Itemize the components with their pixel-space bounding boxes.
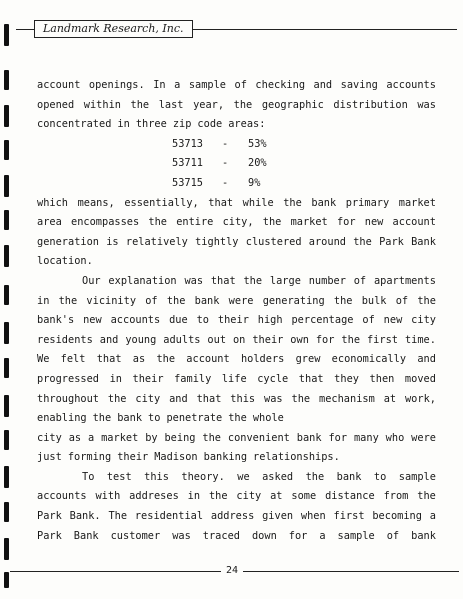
word: area	[37, 216, 62, 229]
word: residents	[37, 333, 93, 346]
word: tightly	[195, 235, 239, 248]
word: bank	[194, 294, 220, 307]
word: means,	[77, 196, 115, 209]
word: location.	[37, 255, 93, 268]
word: Park	[37, 510, 62, 523]
word: to	[148, 412, 161, 425]
word: bank	[296, 431, 322, 444]
word: moved	[404, 372, 436, 385]
word: of	[362, 314, 375, 327]
word: Our	[82, 274, 101, 287]
word: of	[386, 529, 400, 542]
word: market	[398, 196, 436, 209]
document-body	[37, 76, 436, 546]
company-logo: Landmark Research, Inc.	[34, 20, 193, 38]
word: the	[291, 392, 311, 405]
word: in	[117, 118, 130, 131]
text-line	[37, 409, 436, 429]
zip-percentage: 53%	[248, 137, 267, 150]
word: at	[270, 490, 283, 503]
word: distribution	[333, 98, 408, 111]
word: the	[228, 412, 247, 425]
word: being	[164, 431, 196, 444]
zip-percentage: 9%	[248, 176, 261, 189]
word: percentage	[291, 314, 354, 327]
word: then	[369, 372, 395, 385]
word: a	[429, 510, 436, 523]
word: cycle	[257, 372, 289, 385]
word: account	[392, 216, 436, 229]
word: account	[37, 79, 81, 91]
word: city	[411, 314, 436, 327]
word: progressed	[37, 372, 99, 385]
word: that	[196, 392, 222, 405]
word: was	[184, 274, 204, 287]
word: areas:	[228, 118, 266, 131]
word: of	[234, 79, 247, 91]
word: accounts	[386, 79, 436, 91]
word: city	[135, 392, 161, 405]
word: family	[174, 372, 212, 385]
word: this	[144, 470, 169, 483]
word: throughout	[37, 392, 99, 405]
word: the	[283, 196, 302, 209]
text-line	[37, 115, 436, 135]
word: accounts	[37, 490, 87, 503]
word: the	[166, 294, 186, 307]
word: residential	[134, 510, 204, 523]
word: when	[300, 510, 326, 523]
word: on	[232, 333, 246, 346]
word: while	[242, 196, 274, 209]
zip-code: 53711	[172, 157, 203, 170]
word: In	[153, 79, 166, 91]
word: generation	[37, 235, 99, 248]
text-line	[37, 76, 436, 96]
word: apartments	[373, 274, 436, 287]
word: were	[228, 294, 254, 307]
word: To	[82, 470, 95, 483]
word: in	[37, 294, 50, 307]
word: bank's	[37, 314, 75, 327]
word: becoming	[372, 510, 422, 523]
word: that	[298, 372, 324, 385]
text-line	[37, 487, 436, 507]
word: were	[411, 431, 436, 444]
word: We	[37, 353, 50, 366]
word: the	[130, 98, 150, 111]
text-line	[37, 194, 436, 214]
word: this	[230, 392, 256, 405]
word: was	[264, 392, 283, 405]
text-line	[37, 233, 436, 253]
word: the	[58, 294, 78, 307]
text-line	[37, 448, 436, 468]
binder-hole-strip	[4, 0, 10, 599]
text-line	[37, 311, 436, 331]
text-line	[37, 331, 436, 351]
word: new	[383, 314, 403, 327]
text-line	[37, 370, 436, 390]
word: time.	[404, 333, 436, 346]
word: vicinity	[86, 294, 137, 307]
word: own	[290, 333, 309, 346]
word: of	[353, 274, 367, 287]
word: the	[353, 235, 372, 248]
word: banking	[203, 451, 248, 464]
text-line	[37, 292, 436, 312]
word: year,	[193, 98, 225, 111]
word: encompasses	[71, 216, 140, 229]
word: sample	[188, 79, 227, 91]
word: first	[333, 510, 365, 523]
zip-dash: -	[222, 137, 229, 150]
word: their	[132, 372, 164, 385]
word: traced	[202, 529, 240, 542]
zip-code: 53715	[172, 176, 203, 189]
word: high	[257, 314, 283, 327]
word: and	[99, 333, 119, 346]
word: adults	[163, 333, 201, 346]
word: distance	[325, 490, 375, 503]
word: from	[383, 490, 409, 503]
word: city	[37, 431, 62, 444]
word: large	[269, 274, 301, 287]
zip-percentage: 20%	[248, 157, 267, 170]
word: asked	[262, 470, 294, 483]
word: for	[315, 333, 335, 346]
word: with	[95, 490, 121, 503]
word: addreses	[129, 490, 179, 503]
word: new	[364, 216, 384, 229]
word: forming	[67, 451, 112, 464]
word: economically	[331, 353, 407, 366]
word: of	[145, 294, 158, 307]
word: the	[202, 431, 221, 444]
word: was	[172, 529, 191, 542]
word: last	[158, 98, 184, 111]
word: bulk	[361, 294, 387, 307]
word: first	[366, 333, 398, 346]
word: the	[156, 353, 176, 366]
word: many	[353, 431, 379, 444]
word: given	[262, 510, 294, 523]
zip-code: 53713	[172, 137, 203, 150]
word: the	[417, 490, 436, 503]
word: grew	[295, 353, 321, 366]
word: test	[106, 470, 132, 483]
word: to	[196, 314, 209, 327]
word: the	[305, 470, 325, 483]
word: the	[243, 274, 263, 287]
zip-distribution-row	[37, 174, 436, 194]
word: enabling	[37, 412, 87, 425]
page-number: 24	[221, 564, 243, 578]
word: the	[208, 490, 228, 503]
word: life	[221, 372, 247, 385]
word: three	[135, 118, 167, 131]
word: mechanism	[319, 392, 375, 405]
word: in	[187, 490, 201, 503]
word: relationships.	[253, 451, 340, 464]
zip-dash: -	[222, 176, 229, 189]
word: we	[237, 470, 250, 483]
word: that	[96, 353, 122, 366]
word: due	[169, 314, 188, 327]
word: as	[68, 431, 82, 444]
word: whole	[252, 412, 284, 425]
word: by	[145, 431, 158, 444]
word: out	[207, 333, 227, 346]
word: and	[313, 79, 333, 91]
word: saving	[340, 79, 378, 91]
word: at	[383, 392, 397, 405]
text-line	[37, 272, 436, 292]
word: Bank	[73, 529, 99, 542]
word: bank	[336, 470, 362, 483]
word: market	[290, 216, 328, 229]
word: geographic	[261, 98, 324, 111]
word: which	[37, 196, 68, 209]
text-line	[37, 429, 436, 449]
word: the	[417, 294, 436, 307]
word: within	[83, 98, 121, 111]
word: openings.	[88, 79, 145, 91]
word: around	[308, 235, 346, 248]
word: is	[106, 235, 119, 248]
word: sample	[337, 529, 375, 542]
word: accounts	[110, 314, 161, 327]
text-line	[37, 507, 436, 527]
word: sample	[398, 470, 436, 483]
word: the	[262, 216, 282, 229]
word: for	[328, 431, 348, 444]
word: generating	[262, 294, 325, 307]
word: essentially,	[124, 196, 199, 209]
word: for	[336, 216, 356, 229]
word: market	[101, 431, 139, 444]
word: they	[334, 372, 359, 385]
word: explanation	[108, 274, 177, 287]
word: work,	[404, 392, 436, 405]
word: bank	[411, 529, 436, 542]
word: primary	[345, 196, 390, 209]
word: just	[37, 451, 62, 464]
word: Madison	[154, 451, 198, 464]
word: the	[341, 333, 361, 346]
word: concentrated	[37, 118, 112, 131]
word: young	[125, 333, 157, 346]
text-line	[37, 213, 436, 233]
word: Bank	[411, 235, 436, 248]
word: some	[291, 490, 317, 503]
text-line	[37, 390, 436, 410]
word: entire	[176, 216, 214, 229]
word: customer	[110, 529, 161, 542]
word: bank	[311, 196, 337, 209]
text-line	[37, 350, 436, 370]
word: and	[417, 353, 436, 366]
text-line	[37, 252, 436, 272]
word: convenient	[227, 431, 290, 444]
text-line	[37, 96, 436, 116]
word: relatively	[125, 235, 188, 248]
word: for	[288, 529, 308, 542]
page-footer	[10, 564, 459, 584]
text-line	[37, 527, 436, 547]
word: and	[169, 392, 188, 405]
word: The	[108, 510, 128, 523]
word: the	[333, 294, 353, 307]
zip-distribution-row	[37, 135, 436, 155]
word: account	[186, 353, 230, 366]
word: felt	[60, 353, 86, 366]
word: code	[197, 118, 223, 131]
word: address	[210, 510, 255, 523]
word: the	[107, 392, 127, 405]
word: city	[236, 490, 262, 503]
word: penetrate	[166, 412, 223, 425]
word: in	[109, 372, 122, 385]
word: opened	[37, 98, 75, 111]
letterhead	[16, 20, 457, 38]
word: down	[251, 529, 277, 542]
word: the	[233, 98, 253, 111]
word: clustered	[245, 235, 302, 248]
word: a	[319, 529, 326, 542]
word: checking	[255, 79, 306, 91]
word: that	[208, 196, 234, 209]
word: the	[148, 216, 167, 229]
word: number	[308, 274, 346, 287]
word: who	[385, 431, 405, 444]
word: Bank.	[69, 510, 101, 523]
word: to	[373, 470, 387, 483]
word: holders	[240, 353, 285, 366]
word: zip	[172, 118, 192, 131]
word: theory.	[181, 470, 225, 483]
word: that	[210, 274, 236, 287]
word: their	[117, 451, 149, 464]
zip-distribution-row	[37, 154, 436, 174]
word: Park	[37, 529, 62, 542]
text-line	[37, 468, 436, 488]
word: was	[417, 98, 436, 111]
word: their	[217, 314, 249, 327]
word: their	[252, 333, 284, 346]
word: a	[88, 431, 95, 444]
word: of	[395, 294, 409, 307]
word: bank	[117, 412, 143, 425]
word: a	[174, 79, 181, 91]
word: the	[92, 412, 112, 425]
zip-dash: -	[222, 157, 229, 170]
word: as	[132, 353, 146, 366]
word: Park	[379, 235, 404, 248]
word: city,	[222, 216, 254, 229]
word: new	[83, 314, 102, 327]
